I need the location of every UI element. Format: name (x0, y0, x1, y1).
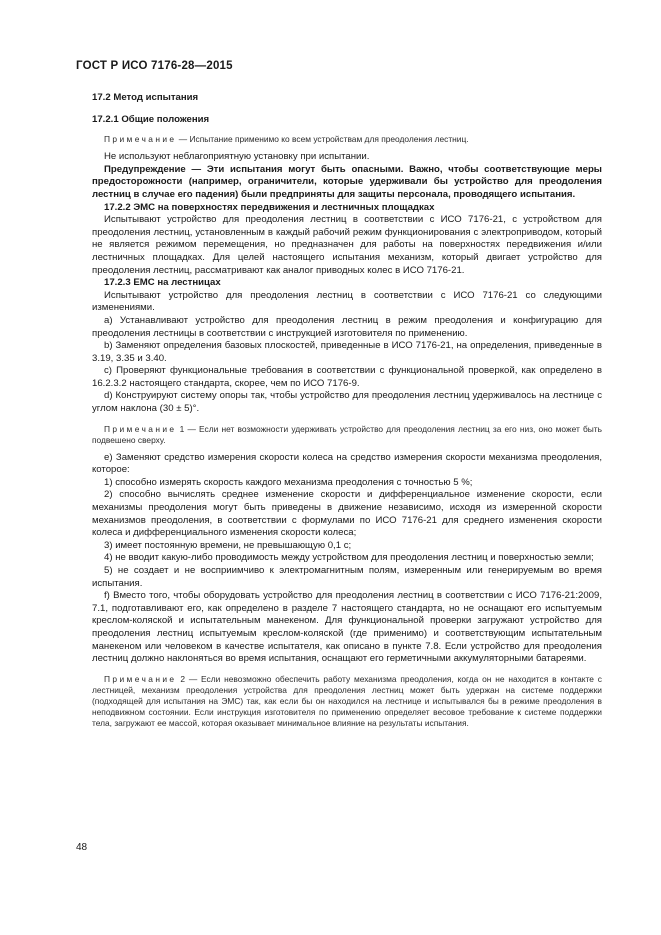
sub-item-5: 5) не создает и не восприимчиво к электромагнитным полям, измеренным или генерируемым во время испытания. (92, 565, 602, 589)
note-label: Примечание (104, 423, 177, 434)
list-item-d: d) Конструируют систему опоры так, чтобы устройство для преодоления лестниц удерживалось на лестнице с углом наклона (30 ± 5)°. (92, 390, 602, 415)
section-17-2-heading: 17.2 Метод испытания (92, 92, 199, 103)
note-text: 1 — Если нет возможности удерживать устройство для преодоления лестниц за его низ, оно может быть подвешено сверху. (92, 423, 602, 445)
list-item-a: а) Устанавливают устройство для преодоления лестниц в режим преодоления и конфигурацию для преодоления лестницы в соответствии с инструкцией изготовителя по применению. (92, 314, 602, 339)
paragraph: Испытывают устройство для преодоления лестниц в соответствии с ИСО 7176-21, с устройством для преодоления лестниц, установленным в каждый рабочий режим функционирования с электроприводом, который не является режимом перемещения, но предназначен для работы на поверхностях передвижения и/или лестничных площадках. Для целей настоящего испытания механизм, который двигает устройство для преодоления лестниц, рассматривают как аналог приводных колес в ИСО 7176-21. (92, 214, 602, 276)
sub-item-3: 3) имеет постоянную времени, не превышающую 0,1 с; (104, 539, 352, 551)
note-applicability (92, 134, 602, 145)
section-17-2-3-heading: 17.2.3 ЕМС на лестницах (104, 277, 221, 289)
note-1 (92, 424, 602, 446)
list-item-e: e) Заменяют средство измерения скорости колеса на средство измерения скорости механизма преодоления, которое: (92, 451, 602, 476)
note-label: Примечание (104, 673, 177, 684)
section-17-2-2-heading: 17.2.2 ЭМС на поверхностях передвижения и лестничных площадках (104, 201, 435, 213)
list-item-b: b) Заменяют определения базовых плоскостей, приведенные в ИСО 7176-21, на определения, приведенные в 3.19, 3.35 и 3.40. (92, 340, 602, 364)
sub-item-1: 1) способно измерять скорость каждого механизма преодоления с точностью 5 %; (104, 476, 473, 488)
note-text: — Испытание применимо ко всем устройствам для преодоления лестниц. (176, 134, 469, 145)
warning-paragraph: Предупреждение — Эти испытания могут быть опасными. Важно, чтобы соответствующие меры предосторожности (например, ограничители, которые удерживали бы устройство для преодоления лестниц в случае его падения) были предприняты для защиты персонала, проводящего испытания. (92, 163, 602, 200)
page-number: 48 (76, 842, 88, 853)
note-2 (92, 674, 602, 729)
page-content (92, 92, 602, 729)
section-17-2-1-heading: 17.2.1 Общие положения (92, 113, 210, 125)
sub-item-2: 2) способно вычислять среднее изменение скорости и дифференциальное изменение скорости, если механизмы преодоления могут быть приведены в движение независимо, исходя из измеренной скорости механизмов преодоления, в соответствии с формулами по ИСО 7176-21 для среднего изменения скорости колеса и дифференциального изменения скорости колеса; (92, 489, 602, 539)
note-label: Примечание (104, 134, 177, 145)
note-text: 2 — Если невозможно обеспечить работу механизма преодоления, когда он не находится в контакте с лестницей, механизм преодоления устройства для преодоления лестниц может быть удержан на системе поддержки (подходящей для испытания на ЭМС) так, как если бы он находился на лестнице и испытывался бы в режиме преодоления в неподвижном состоянии. Если инструкция изготовителя по применению определяет весовое требование к системе поддержки тела, загружают ее массой, которая оказывает минимальное влияние на результаты испытания. (92, 673, 602, 728)
list-item-c: c) Проверяют функциональные требования в соответствии с функциональной проверкой, как определено в 16.2.3.2 настоящего стандарта, скорее, чем по ИСО 7176-9. (92, 365, 602, 389)
sub-item-4: 4) не вводит какую-либо проводимость между устройством для преодоления лестниц и поверхностью земли; (104, 552, 594, 564)
paragraph: Испытывают устройство для преодоления лестниц в соответствии с ИСО 7176-21 со следующими изменениями. (92, 289, 602, 314)
paragraph: Не используют неблагоприятную установку при испытании. (104, 151, 370, 163)
list-item-f: f) Вместо того, чтобы оборудовать устройство для преодоления лестниц в соответствии с ИСО 7176-21:2009, 7.1, подготавливают его, как определено в разделе 7 настоящего стандарта, но не оснащают его испытуемым креслом-коляской и испытательным манекеном. Для функциональной проверки загружают устройство для преодоления лестниц испытуемым креслом-коляской (где применимо) и соответствующим испытательным манекеном или человеком в качестве испытателя, как описано в пункте 7.8. Если устройство для преодоления лестниц должно наклоняться во время испытания, оснащают его герметичными аккумуляторными батареями. (92, 590, 602, 665)
document-header: ГОСТ Р ИСО 7176-28—2015 (76, 60, 233, 72)
